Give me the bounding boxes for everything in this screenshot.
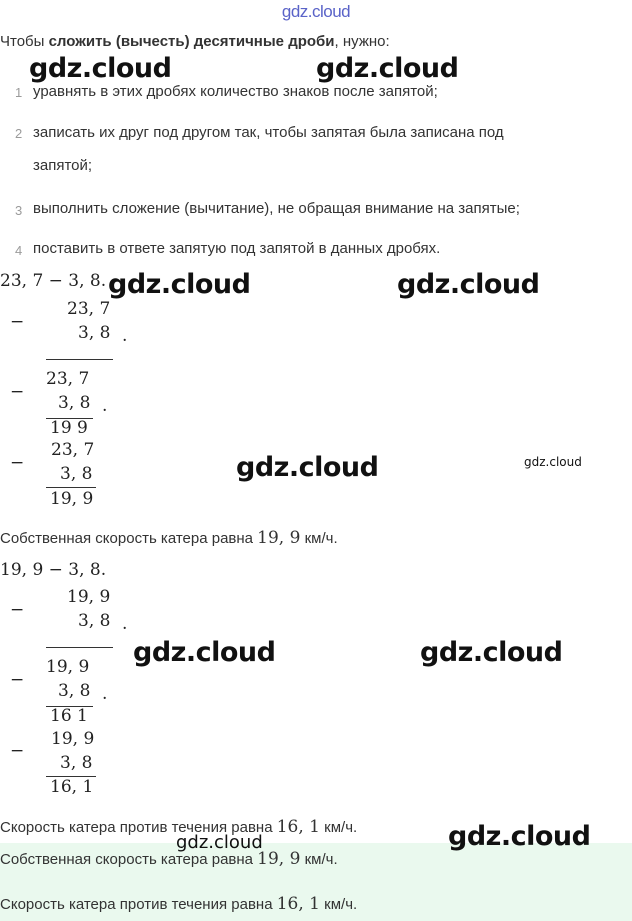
step-text-4: поставить в ответе запятую под запятой в данных дробях.: [33, 240, 441, 257]
calc1-rule3: [46, 487, 96, 488]
intro-bold: сложить (вычесть) десятичные дроби: [48, 33, 335, 50]
calc2-dot2: .: [102, 684, 108, 704]
answer-line-1-text: Собственная скорость катера равна: [0, 851, 258, 868]
calc1-a1: 23, 7: [67, 299, 111, 319]
calc2-a3: 19, 9: [51, 729, 95, 749]
answer-line-1: [0, 849, 338, 869]
watermark-10: gdz.cloud: [448, 821, 591, 852]
calc1-expression: 23, 7 − 3, 8.: [0, 271, 107, 291]
sentence1-text: Собственная скорость катера равна: [0, 530, 258, 547]
sentence1-value: 19, 9: [257, 528, 301, 548]
calc2-b3: 3, 8: [60, 753, 93, 773]
calc2-b2: 3, 8: [58, 681, 91, 701]
calc2-dot1: .: [122, 614, 128, 634]
calc1-b3: 3, 8: [60, 464, 93, 484]
calc1-partial: 19 9: [50, 418, 88, 438]
sentence1: [0, 528, 338, 548]
answer-line-2-text: Скорость катера против течения равна: [0, 896, 277, 913]
step-text-2b: запятой;: [33, 157, 93, 174]
calc1-a3: 23, 7: [51, 440, 95, 460]
sentence1-unit: км/ч.: [300, 530, 338, 547]
watermark-7: gdz.cloud: [133, 637, 276, 668]
answer-box: [0, 843, 632, 921]
watermark-6: gdz.cloud: [524, 455, 582, 469]
calc2-a1: 19, 9: [67, 587, 111, 607]
calc1-result: 19, 9: [50, 489, 94, 509]
watermark-4: gdz.cloud: [397, 269, 540, 300]
sentence2-text: Скорость катера против течения равна: [0, 819, 277, 836]
answer-line-2: [0, 894, 357, 914]
calc2-b1: 3, 8: [78, 611, 111, 631]
calc1-a2: 23, 7: [46, 369, 90, 389]
step-text-3: выполнить сложение (вычитание), не обращая внимание на запятые;: [33, 200, 520, 217]
calc1-dot1: .: [122, 326, 128, 346]
calc1-b2: 3, 8: [58, 393, 91, 413]
step-text-1: уравнять в этих дробях количество знаков после запятой;: [33, 83, 438, 100]
calc1-minus-b: −: [10, 382, 25, 402]
watermark-2: gdz.cloud: [316, 53, 459, 84]
step-text-2a: записать их друг под другом так, чтобы запятая была записана под: [33, 124, 504, 141]
watermark-5: gdz.cloud: [236, 452, 379, 483]
calc2-minus-b: −: [10, 670, 25, 690]
calc1-minus-a: −: [10, 312, 25, 332]
calc2-a2: 19, 9: [46, 657, 90, 677]
sentence2-unit: км/ч.: [319, 819, 358, 836]
answer-line-2-value: 16, 1: [276, 894, 320, 914]
watermark-9: gdz.cloud: [176, 832, 263, 853]
step-number-4: 4: [15, 243, 23, 258]
calc2-result: 16, 1: [50, 777, 94, 797]
answer-line-1-value: 19, 9: [257, 849, 301, 869]
answer-line-1-unit: км/ч.: [300, 851, 338, 868]
step-number-3: 3: [15, 203, 23, 218]
intro-suffix: , нужно:: [334, 33, 390, 50]
calc1-b1: 3, 8: [78, 323, 111, 343]
step-number-1: 1: [15, 85, 23, 100]
sentence2-value: 16, 1: [276, 817, 320, 837]
intro-text: [0, 33, 390, 50]
step-number-2: 2: [15, 126, 23, 141]
calc2-partial: 16 1: [50, 706, 88, 726]
calc1-minus-c: −: [10, 453, 25, 473]
watermark-3: gdz.cloud: [108, 269, 251, 300]
calc1-rule1: [46, 359, 113, 360]
intro-prefix: Чтобы: [0, 33, 49, 50]
watermark-1: gdz.cloud: [29, 53, 172, 84]
calc2-rule1: [46, 647, 113, 648]
calc2-minus-a: −: [10, 600, 25, 620]
calc1-dot2: .: [102, 396, 108, 416]
answer-line-2-unit: км/ч.: [319, 896, 358, 913]
watermark-8: gdz.cloud: [420, 637, 563, 668]
calc2-minus-c: −: [10, 741, 25, 761]
calc2-expression: 19, 9 − 3, 8.: [0, 560, 107, 580]
top-watermark: gdz.cloud: [281, 2, 351, 21]
